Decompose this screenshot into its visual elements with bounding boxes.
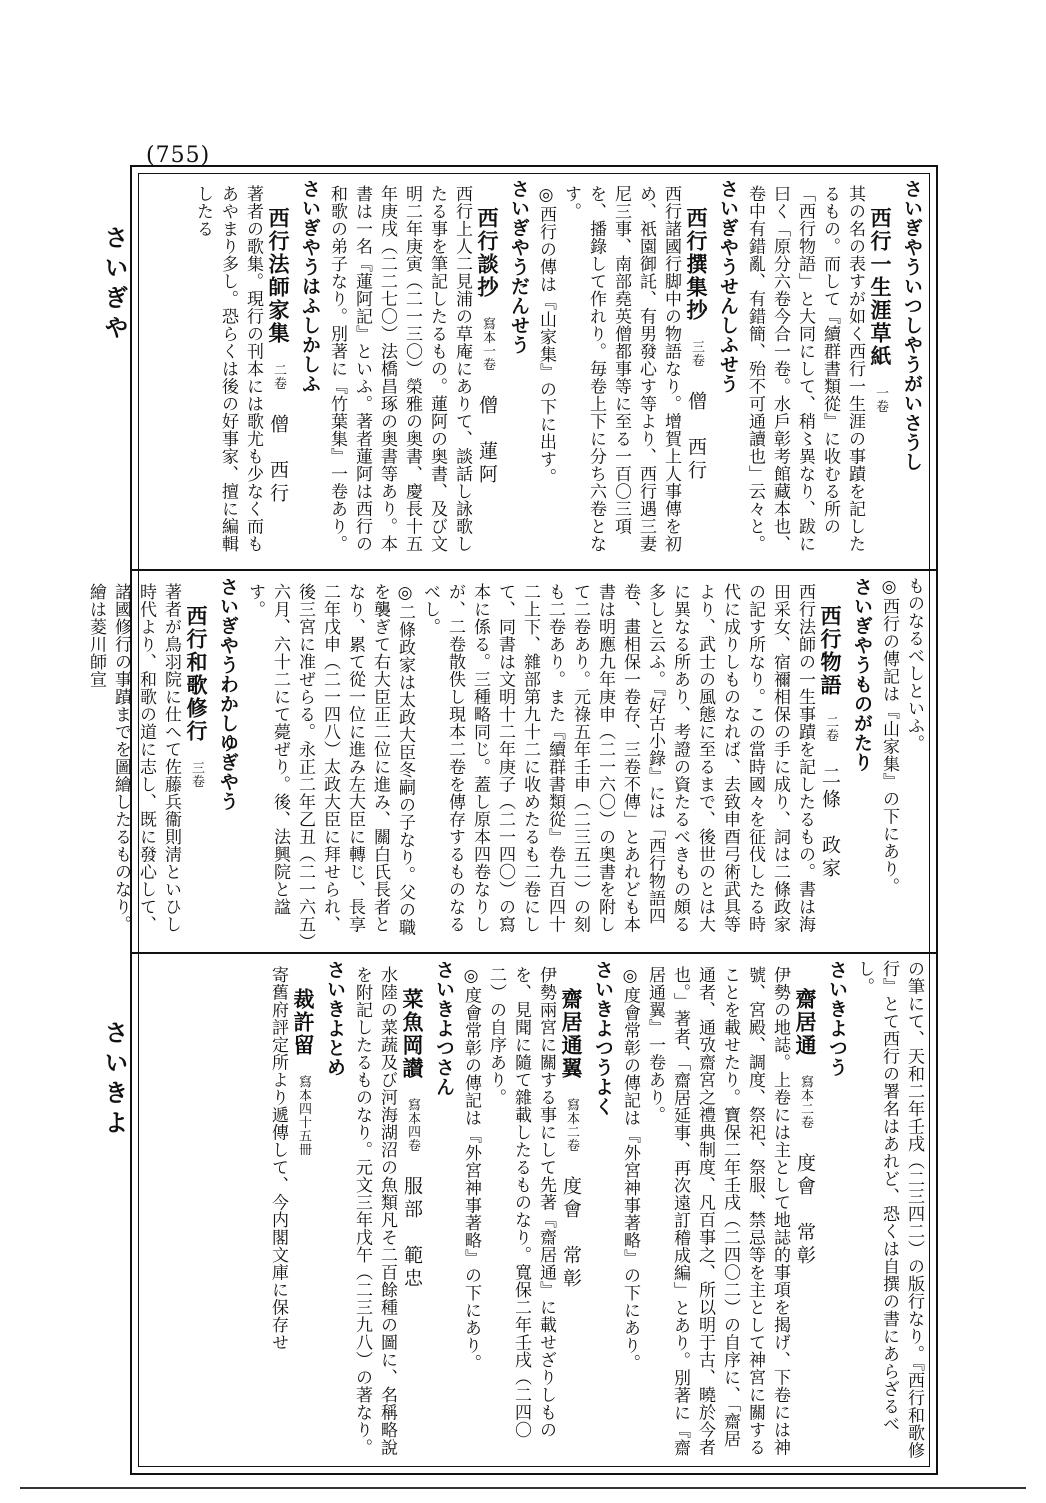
bottom-rule bbox=[20, 1487, 1026, 1489]
entry-body: 水陸の菜蔬及び河海湖沼の魚類凡そ二百餘種の圖に、名稱略說を附記したるものなり。元文三年戊午（二三九八）の著なり。 bbox=[352, 966, 397, 1456]
dictionary-entry bbox=[742, 179, 924, 565]
entry-title: 西行撰集抄 bbox=[684, 207, 709, 322]
dictionary-entry bbox=[190, 179, 322, 565]
entry-volumes: 寫本四卷 bbox=[405, 1098, 420, 1152]
entry-author: 僧 蓮阿 bbox=[476, 395, 498, 487]
entry-headword: さいぎやうせんしふせう bbox=[717, 179, 739, 394]
dictionary-entry bbox=[617, 960, 849, 1460]
entry-headword: さいぎやうだんせう bbox=[508, 179, 530, 355]
entry-title-line bbox=[290, 960, 316, 1460]
entry-body: 西行上人二見浦の草庵にありて、談話し詠歌したる事を筆記したるもの。蓮阿の奥書、及び文明二年庚寅（二一三〇）榮雅の奥書、慶長十五年庚戌（二二七〇）法橋昌琢の奥書等あり。本書は一名『蓮阿記』といふ。著者蓮阿は西行の和歌の弟子なり。別著に『竹葉集』一卷あり。 bbox=[327, 185, 472, 553]
continuation-text: ものなるべしといふ。 bbox=[904, 577, 924, 752]
entry-headword: さいぎやうはふしかしふ bbox=[299, 179, 321, 394]
tier-1 bbox=[142, 179, 926, 565]
entry-title-line bbox=[474, 179, 500, 565]
entry-volumes: 三卷 bbox=[189, 761, 204, 788]
dictionary-entry bbox=[242, 577, 874, 947]
entry-title: 西行和歌修行 bbox=[184, 605, 209, 743]
entry-body: 西行諸國行脚中の物語なり。增賀上人事傳を初め、祇園御託、有男發心す等より、西行遇三妻尼三事、南部堯英僧都事等に至る一百〇三項を、播錄して作れり。毎卷上下に分ち六卷となす。 bbox=[561, 185, 681, 553]
page-number: (755) bbox=[146, 143, 211, 168]
dictionary-entry bbox=[83, 577, 240, 947]
entry-volumes: 二卷 bbox=[271, 363, 286, 390]
tier-divider-2 bbox=[132, 952, 936, 954]
dictionary-entry bbox=[265, 960, 347, 1460]
entry-volumes: 三卷 bbox=[689, 340, 704, 367]
entry-headword: さいぎやういつしやうがいさうし bbox=[901, 179, 923, 472]
entry-author: 度會 常彰 bbox=[794, 1153, 816, 1268]
entry-author: 二條 政家 bbox=[819, 766, 841, 881]
entry-headword: さいきよつうよく bbox=[592, 960, 614, 1116]
entry-title-line bbox=[265, 179, 291, 565]
entry-author: 僧 西行 bbox=[267, 414, 289, 506]
entry-note: ◎度會常彰の傳記は『外宮神事著略』の下にあり。 bbox=[620, 966, 640, 1372]
entry-title: 西行法師家集 bbox=[266, 207, 291, 345]
entry-note: ◎二條政家は太政大臣冬嗣の子なり。父の職を襲ぎて右大臣正二位に進み、關白氏長者となり、累て從一位に進み左大臣に轉じ、長享二年戊申（二一四八）太政大臣に拜せられ、後三宮に准ぜらる。永正二年乙丑（二一六五）六月、六十二にて薨ぜり。後、法興院と諡す。 bbox=[245, 583, 415, 942]
entry-body: 西行法師の一生事蹟を記したるもの。書は海田采女、宿禰相保の手に成り、詞は二條政家の記す所なり。この當時國々を征伐したる時代に成りしものなれば、去致申酉弓術武具等より、武士の風態に至るまで、後世のとは大に異なる所あり、考證の資たるべきもの頗る多しと云ふ。『好古小錄』には「西行物語四卷、畫相保一卷存、三卷不傳」とあれども本書は明應九年庚申（二一六〇）の奥書を附して二卷あり。元祿五年壬申（二三五二）の刻も二卷あり。また『續群書類從』卷九百四十二上下、雜部第九十二に收めたるも二卷にして、同書は文明十二年庚子（二一四〇）の寫本に係る。三種略同じ。蓋し原本四卷なりしが、二卷散佚し現本二卷を傳存するものなるべし。 bbox=[420, 583, 815, 933]
entry-note: ◎西行の傳は『山家集』の下に出す。 bbox=[536, 185, 556, 486]
entry-author: 度會 常彰 bbox=[560, 1176, 582, 1291]
entry-volumes: 一卷 bbox=[873, 386, 888, 413]
continuation-text: の筆にて、天和二年壬戌（二三四二）の版行なり。『西行和歌修行』とて西行の署名はあれど、恐くは自撰の書にあらざるべし。 bbox=[854, 960, 924, 1459]
entry-title-line bbox=[867, 179, 893, 565]
tier-2 bbox=[86, 577, 926, 947]
margin-index-label-top: さいぎや bbox=[100, 225, 128, 345]
tier-divider-1 bbox=[132, 569, 936, 571]
entry-title-line bbox=[399, 960, 425, 1460]
entry-body: 伊勢の地誌。上卷には主として地誌的事項を揭げ、下卷には神號、宮殿、調度、祭祀、祭服、禁忌等を主として神宮に關することを載せたり。寶保二年壬戌（二四〇二）の自序に、「齋居通者、通攷齋宮之禮典制度、凡百事之、所以明于古、曉於今者也。」著者、「齋居延事、再次遠訂稽成編」とあり。別著に『齋居通翼』一卷あり。 bbox=[645, 966, 790, 1457]
entry-title: 裁許留 bbox=[291, 988, 316, 1057]
entry-headword: さいきよつう bbox=[826, 960, 848, 1077]
entry-author: 服部 範忠 bbox=[401, 1176, 423, 1291]
margin-index-label-bottom: さいきよ bbox=[100, 1020, 128, 1140]
entry-body: 其の名の表すが如く西行一生涯の事蹟を記したるもの。而して『續群書類從』に收むる所の「西行物語」と大同にして、稍〻異なり、跋に曰く「原分六卷今合一卷。水戶彰考館藏本也、卷中有錯亂、有錯簡、殆不可通讀也」云々と。 bbox=[745, 185, 865, 553]
entry-volumes: 寫本四十五冊 bbox=[296, 1075, 311, 1156]
entry-headword: さいぎやうわかしゆぎやう bbox=[217, 577, 239, 811]
entry-title-line bbox=[792, 960, 818, 1460]
entry-title: 西行一生涯草紙 bbox=[868, 207, 893, 368]
entry-title-line bbox=[817, 577, 843, 947]
entry-volumes: 寫本二卷 bbox=[564, 1098, 579, 1152]
dictionary-entry bbox=[324, 179, 531, 565]
entry-body: 伊勢兩宮に關する事にして先著『齋居通』に載せざりしものを、見聞に隨て雜載したるものなり。寬保二年壬戌（二四〇二）の自序あり。 bbox=[486, 966, 556, 1439]
entry-headword: さいぎやうものがたり bbox=[851, 577, 873, 772]
continuation-text: ◎西行の傳記は『山家集』の下にあり。 bbox=[879, 577, 899, 895]
entry-volumes: 二卷 bbox=[823, 715, 838, 742]
entry-volumes: 寫本二卷 bbox=[798, 1075, 813, 1129]
entry-headword: さいきよとめ bbox=[324, 960, 346, 1077]
dictionary-entry bbox=[349, 960, 456, 1460]
dictionary-entry bbox=[458, 960, 615, 1460]
entry-headword: さいきよつさん bbox=[433, 960, 455, 1097]
entry-title: 齋居通 bbox=[793, 988, 818, 1057]
entry-body: 寄舊府評定所より遞傳して、今内閣文庫に保存せ bbox=[268, 966, 288, 1351]
entry-note: ◎度會常彰の傳記は『外宮神事著略』の下にあり。 bbox=[461, 966, 481, 1372]
entry-title-line bbox=[183, 577, 209, 947]
entry-title-line bbox=[683, 179, 709, 565]
page-frame bbox=[86, 165, 938, 1475]
entry-title: 齋居通翼 bbox=[559, 988, 584, 1080]
entry-volumes: 寫本一卷 bbox=[480, 317, 495, 371]
entry-body: 著者の歌集。現行の刊本には歌尤も少なく而もあやまり多し。恐らくは後の好事家、擅に編輯したる bbox=[193, 185, 263, 553]
entry-title: 西行談抄 bbox=[475, 207, 500, 299]
entry-author: 僧 西行 bbox=[685, 391, 707, 483]
entry-title: 西行物語 bbox=[818, 605, 843, 697]
entry-title: 菜魚岡讃 bbox=[400, 988, 425, 1080]
entry-body: 著者が鳥羽院に仕へて佐藤兵衞則淸といひし時代より、和歌の道に志し、既に發心して、諸國修行の事蹟までを圖繪したるものなり。繪は菱川師宣 bbox=[86, 583, 181, 933]
entry-title-line bbox=[558, 960, 584, 1460]
tier-3 bbox=[142, 960, 926, 1460]
dictionary-entry bbox=[533, 179, 740, 565]
